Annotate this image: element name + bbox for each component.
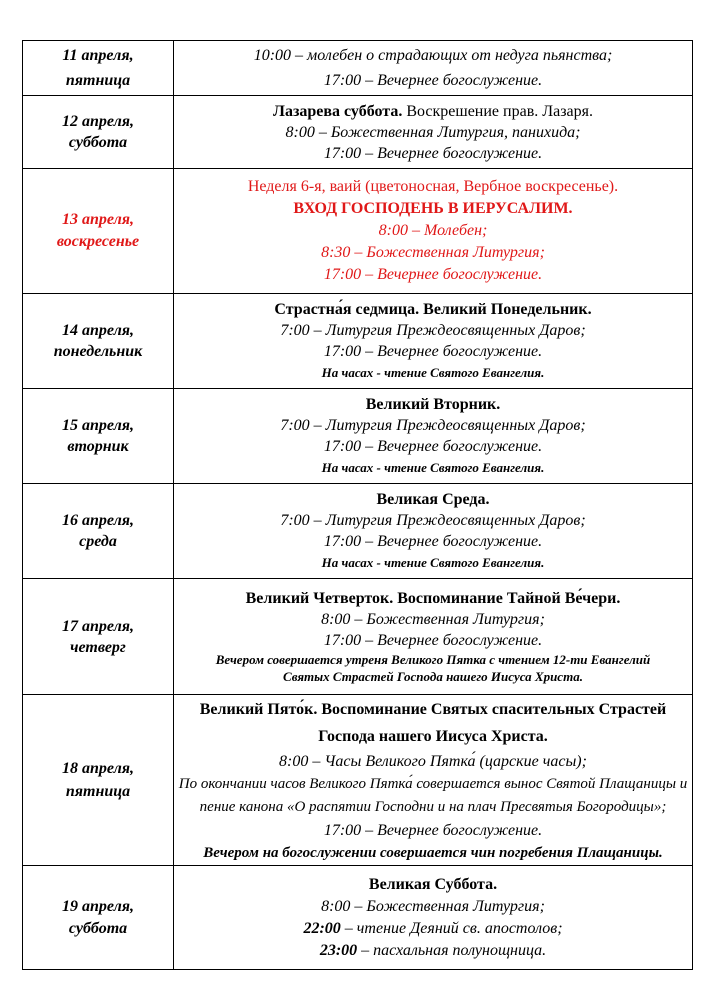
service-cell bbox=[174, 866, 693, 970]
service-line: 8:00 – Божественная Литургия, панихида; bbox=[285, 123, 581, 141]
service-line: 17:00 – Вечернее богослужение. bbox=[323, 533, 543, 550]
day-title-rest: Воскрешение прав. Лазаря. bbox=[402, 102, 593, 120]
service-text: – пасхальная полунощница. bbox=[357, 941, 547, 959]
day-title bbox=[174, 101, 692, 122]
day-title: Страстна́я седмица. Великий Понедельник. bbox=[274, 301, 592, 318]
date-cell bbox=[23, 169, 174, 294]
date: 12 апреля, bbox=[61, 113, 135, 130]
weekday: воскресенье bbox=[56, 233, 140, 250]
date-cell bbox=[23, 389, 174, 484]
date: 18 апреля, bbox=[61, 760, 135, 777]
service-line bbox=[174, 918, 692, 940]
day-title: Великий Четверток. Воспоминание Тайной Ве́чери. bbox=[245, 590, 621, 607]
service-line: 7:00 – Литургия Преждеосвященных Даров; bbox=[280, 322, 586, 339]
weekday: среда bbox=[79, 533, 117, 550]
service-line: 17:00 – Вечернее богослужение. bbox=[323, 343, 543, 360]
service-note: Святых Страстей Господа нашего Иисуса Христа. bbox=[283, 669, 583, 684]
service-line: 8:30 – Божественная Литургия; bbox=[321, 244, 545, 261]
service-text: – чтение Деяний св. апостолов; bbox=[340, 919, 563, 937]
service-cell bbox=[174, 695, 693, 866]
service-line: 8:00 – Божественная Литургия; bbox=[321, 611, 545, 628]
service-cell bbox=[174, 389, 693, 484]
service-cell bbox=[174, 484, 693, 579]
schedule-table bbox=[22, 40, 693, 970]
table-row bbox=[23, 96, 693, 169]
table-row bbox=[23, 579, 693, 695]
table-row bbox=[23, 866, 693, 970]
weekday: пятница bbox=[65, 72, 131, 89]
weekday: понедельник bbox=[53, 343, 143, 360]
date: 15 апреля, bbox=[61, 417, 135, 434]
date-cell bbox=[23, 579, 174, 695]
service-cell bbox=[174, 579, 693, 695]
date-cell bbox=[23, 866, 174, 970]
service-line: 17:00 – Вечернее богослужение. bbox=[323, 144, 543, 162]
weekday: четверг bbox=[70, 638, 126, 656]
day-title: Великий Вторник. bbox=[365, 396, 501, 413]
day-title: Великая Суббота. bbox=[368, 875, 498, 893]
table-row bbox=[23, 294, 693, 389]
date: 19 апреля, bbox=[61, 897, 135, 915]
service-note: Вечером на богослужении совершается чин погребения Плащаницы. bbox=[203, 844, 663, 861]
service-line: 17:00 – Вечернее богослужение. bbox=[323, 632, 543, 649]
service-line: 17:00 – Вечернее богослужение. bbox=[323, 438, 543, 455]
date: 13 апреля, bbox=[61, 211, 135, 228]
service-note: На часах - чтение Святого Евангелия. bbox=[321, 555, 545, 570]
date-cell bbox=[23, 695, 174, 866]
service-line: 7:00 – Литургия Преждеосвященных Даров; bbox=[280, 512, 586, 529]
service-line: 17:00 – Вечернее богослужение. bbox=[323, 266, 543, 283]
service-line: 17:00 – Вечернее богослужение. bbox=[323, 821, 543, 839]
feast-title: ВХОД ГОСПОДЕНЬ В ИЕРУСАЛИМ. bbox=[293, 200, 573, 217]
date: 11 апреля, bbox=[62, 47, 134, 64]
service-detail: По окончании часов Великого Пятка́ совершается вынос Святой Плащаницы и bbox=[178, 775, 688, 792]
date-cell bbox=[23, 294, 174, 389]
weekday: пятница bbox=[65, 783, 131, 800]
service-line: 8:00 – Молебен; bbox=[378, 222, 488, 239]
service-line: 8:00 – Божественная Литургия; bbox=[321, 897, 545, 915]
date-cell bbox=[23, 96, 174, 169]
date: 17 апреля, bbox=[61, 617, 135, 635]
service-note: На часах - чтение Святого Евангелия. bbox=[321, 365, 545, 380]
table-row bbox=[23, 169, 693, 294]
service-cell bbox=[174, 294, 693, 389]
day-title: Великий Пято́к. Воспоминание Святых спасительных Страстей bbox=[199, 700, 667, 718]
service-line bbox=[174, 940, 692, 962]
day-title: Великая Среда. bbox=[376, 491, 490, 508]
weekday: суббота bbox=[68, 134, 128, 151]
weekday: вторник bbox=[67, 438, 129, 455]
service-detail: пение канона «О распятии Господни и на плач Пресвятыя Богородицы»; bbox=[199, 798, 667, 815]
date: 16 апреля, bbox=[61, 512, 135, 529]
service-cell bbox=[174, 169, 693, 294]
day-title: Господа нашего Иисуса Христа. bbox=[318, 727, 548, 745]
service-cell bbox=[174, 41, 693, 96]
service-line: 10:00 – молебен о страдающих от недуга пьянства; bbox=[253, 47, 613, 64]
table-row bbox=[23, 389, 693, 484]
table-row bbox=[23, 695, 693, 866]
table-row bbox=[23, 41, 693, 96]
service-time: 22:00 bbox=[303, 919, 341, 937]
table-row bbox=[23, 484, 693, 579]
weekday: суббота bbox=[68, 919, 128, 937]
date-cell bbox=[23, 41, 174, 96]
day-title-bold: Лазарева суббота. bbox=[273, 102, 403, 120]
date: 14 апреля, bbox=[61, 322, 135, 339]
service-line: 7:00 – Литургия Преждеосвященных Даров; bbox=[280, 417, 586, 434]
service-note: Вечером совершается утреня Великого Пятка с чтением 12-ти Евангелий bbox=[215, 652, 651, 667]
date-cell bbox=[23, 484, 174, 579]
service-cell bbox=[174, 96, 693, 169]
service-line: 8:00 – Часы Великого Пятка́ (царские часы); bbox=[279, 752, 587, 770]
service-note: На часах - чтение Святого Евангелия. bbox=[321, 460, 545, 475]
service-line: 17:00 – Вечернее богослужение. bbox=[323, 72, 543, 89]
service-time: 23:00 bbox=[319, 941, 358, 959]
day-title: Неделя 6-я, ваий (цветоносная, Вербное воскресенье). bbox=[247, 178, 619, 195]
